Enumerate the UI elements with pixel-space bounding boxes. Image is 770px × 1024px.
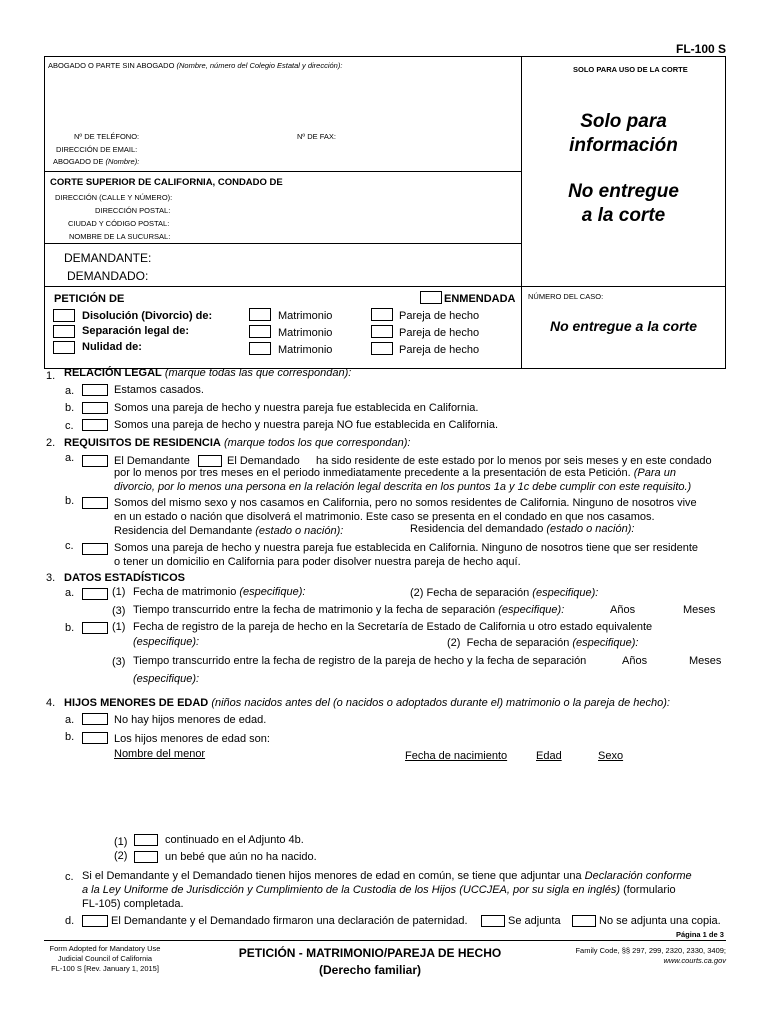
s3a-letter: a. xyxy=(65,587,75,599)
s3a2-text: (2) Fecha de separación (especifique): xyxy=(410,587,599,599)
s4d-attached-label: Se adjunta xyxy=(508,915,561,927)
petition-title: PETICIÓN DE xyxy=(54,293,125,305)
s2b-line2: en un estado o nación que disolverá el matrimonio. Este caso se presenta en el condado en que nos casamos. xyxy=(114,511,655,523)
s3b3-num: (3) xyxy=(112,656,126,668)
parties-border xyxy=(44,243,522,244)
s4b1-text: continuado en el Adjunto 4b. xyxy=(165,834,304,846)
separation-partner-label: Pareja de hecho xyxy=(399,327,480,339)
s2b-respondent-residence: Residencia del demandado (estado o nación): xyxy=(410,523,635,535)
s1-num: 1. xyxy=(46,370,56,382)
s2a-petitioner-label: El Demandante xyxy=(114,455,190,467)
s1-title: RELACIÓN LEGAL (marque todas las que correspondan): xyxy=(64,367,352,379)
col-age: Edad xyxy=(536,750,562,762)
s1b-text: Somos una pareja de hecho y nuestra pareja fue establecida en California. xyxy=(114,402,479,414)
nullity-partner-checkbox[interactable] xyxy=(371,342,393,355)
s4b-text: Los hijos menores de edad son: xyxy=(114,733,270,745)
s4a-letter: a. xyxy=(65,714,75,726)
s1b-letter: b. xyxy=(65,402,75,414)
dissolution-checkbox[interactable] xyxy=(53,309,75,322)
s1c-letter: c. xyxy=(65,420,74,432)
s4a-text: No hay hijos menores de edad. xyxy=(114,714,267,726)
s3b-checkbox[interactable] xyxy=(82,622,108,634)
street-label: DIRECCIÓN (CALLE Y NÚMERO): xyxy=(55,193,173,202)
s2b-checkbox[interactable] xyxy=(82,497,108,509)
header-left-border xyxy=(44,56,45,369)
adopted-line2: Judicial Council of California xyxy=(57,954,153,963)
s3b3-text: Tiempo transcurrido entre la fecha de registro de la pareja de hecho y la fecha de separación xyxy=(133,655,587,667)
s4b-checkbox[interactable] xyxy=(82,732,108,744)
footer-title: PETICIÓN - MATRIMONIO/PAREJA DE HECHO xyxy=(238,946,502,960)
s3-title: DATOS ESTADÍSTICOS xyxy=(64,572,186,584)
dissolution-partner-label: Pareja de hecho xyxy=(399,310,480,322)
s4c-letter: c. xyxy=(65,871,74,883)
attorney-label: ABOGADO O PARTE SIN ABOGADO (Nombre, número del Colegio Estatal y dirección): xyxy=(48,61,343,70)
s3b-months-label: Meses xyxy=(689,655,722,667)
fax-label: Nº DE FAX: xyxy=(297,132,336,141)
s2c-letter: c. xyxy=(65,540,74,552)
court-box-border xyxy=(44,171,522,172)
form-id: FL-100 S xyxy=(676,42,727,56)
s2b-letter: b. xyxy=(65,495,75,507)
s2a-line1: ha sido residente de este estado por lo menos por seis meses y en este condado xyxy=(316,455,712,467)
s2a-line3: divorcio, por lo menos una persona en la relación legal descrita en los puntos 1a y 1c debe cumplir con este requisito.) xyxy=(114,481,692,493)
case-number-label: NÚMERO DEL CASO: xyxy=(528,292,604,301)
s4d-text: El Demandante y el Demandado firmaron una declaración de paternidad. xyxy=(111,915,468,927)
info-only-line2: información xyxy=(569,135,678,156)
s2b-line1: Somos del mismo sexo y nos casamos en California, pero no somos residentes de California. Ninguno de nosotros vive xyxy=(114,497,697,509)
nullity-marriage-label: Matrimonio xyxy=(278,344,333,356)
separation-marriage-checkbox[interactable] xyxy=(249,325,271,338)
s2-num: 2. xyxy=(46,437,56,449)
s4b2-num: (2) xyxy=(114,850,128,862)
petition-border xyxy=(44,286,726,287)
s4d-checkbox[interactable] xyxy=(82,915,108,927)
s2a-respondent-checkbox[interactable] xyxy=(198,455,222,467)
branch-label: NOMBRE DE LA SUCURSAL: xyxy=(69,232,171,241)
header-right-border xyxy=(725,56,726,369)
petitioner-label: DEMANDANTE: xyxy=(64,251,152,265)
respondent-label: DEMANDADO: xyxy=(67,269,149,283)
adopted-line3: FL-100 S [Rev. January 1, 2015] xyxy=(51,964,159,973)
dissolution-partner-checkbox[interactable] xyxy=(371,308,393,321)
s2-title: REQUISITOS DE RESIDENCIA (marque todos los que correspondan): xyxy=(64,437,411,449)
s3a-checkbox[interactable] xyxy=(82,588,108,600)
amended-label: ENMENDADA xyxy=(444,293,516,305)
s2a-petitioner-checkbox[interactable] xyxy=(82,455,108,467)
s3a1-text: Fecha de matrimonio (especifique): xyxy=(133,586,306,598)
page-number: Página 1 de 3 xyxy=(676,930,724,939)
adopted-line1: Form Adopted for Mandatory Use xyxy=(49,944,161,953)
s4b2-checkbox[interactable] xyxy=(134,851,158,863)
s4b1-checkbox[interactable] xyxy=(134,834,158,846)
footer-rule xyxy=(44,940,726,941)
no-file-line2: a la corte xyxy=(581,205,666,226)
s4-title: HIJOS MENORES DE EDAD (niños nacidos antes del (o nacidos o adoptados durante el) matrimonio o la pareja de hecho): xyxy=(64,697,670,709)
s3b1-num: (1) xyxy=(112,621,126,633)
city-zip-label: CIUDAD Y CÓDIGO POSTAL: xyxy=(68,219,170,228)
dissolution-marriage-checkbox[interactable] xyxy=(249,308,271,321)
s2c-line2: o tener un domicilio en California para poder disolver nuestra pareja de hecho aquí. xyxy=(114,556,521,568)
header-top-border xyxy=(44,56,726,57)
s3a3-text: Tiempo transcurrido entre la fecha de matrimonio y la fecha de separación (especifique): xyxy=(133,604,565,616)
court-title: CORTE SUPERIOR DE CALIFORNIA, CONDADO DE xyxy=(50,177,283,188)
s2a-line2: por lo menos por tres meses en el periodo inmediatamente precedente a la presentación de esta Petición. (Para un xyxy=(114,467,676,479)
nullity-label: Nulidad de: xyxy=(82,341,142,353)
s1a-letter: a. xyxy=(65,385,75,397)
s4d-not-attached-checkbox[interactable] xyxy=(572,915,596,927)
case-no-file: No entregue a la corte xyxy=(549,318,698,334)
s4b1-num: (1) xyxy=(114,836,128,848)
col-sex: Sexo xyxy=(598,750,624,762)
s2c-checkbox[interactable] xyxy=(82,543,108,555)
dissolution-label: Disolución (Divorcio) de: xyxy=(82,310,213,322)
s4d-not-attached-label: No se adjunta una copia. xyxy=(599,915,721,927)
email-label: DIRECCIÓN DE EMAIL: xyxy=(56,145,138,154)
footer-subtitle: (Derecho familiar) xyxy=(318,963,422,977)
s4a-checkbox[interactable] xyxy=(82,713,108,725)
s3a1-num: (1) xyxy=(112,586,126,598)
s3b-years-label: Años xyxy=(622,655,648,667)
s3b1-line1: Fecha de registro de la pareja de hecho en la Secretaría de Estado de California u otro estado equivalente xyxy=(133,621,653,633)
separation-checkbox[interactable] xyxy=(53,325,75,338)
s4d-attached-checkbox[interactable] xyxy=(481,915,505,927)
s3b-letter: b. xyxy=(65,622,75,634)
s4b-letter: b. xyxy=(65,731,75,743)
s3b2-text: (2) Fecha de separación (especifique): xyxy=(447,637,639,649)
info-only-line1: Solo para xyxy=(580,111,667,132)
nullity-marriage-checkbox[interactable] xyxy=(249,342,271,355)
s3-num: 3. xyxy=(46,572,56,584)
s2c-line1: Somos una pareja de hecho y nuestra pareja fue establecida en California. Ninguno de nosotros tiene que ser residente xyxy=(114,542,698,554)
separation-partner-checkbox[interactable] xyxy=(371,325,393,338)
s1c-text: Somos una pareja de hecho y nuestra pareja NO fue establecida en California. xyxy=(114,419,499,431)
s4c-line3: FL-105) completada. xyxy=(82,898,184,910)
amended-checkbox[interactable] xyxy=(420,291,442,304)
no-file-line1: No entregue xyxy=(568,181,679,202)
s1b-checkbox[interactable] xyxy=(82,402,108,414)
court-use-label: SOLO PARA USO DE LA CORTE xyxy=(573,65,688,74)
nullity-checkbox[interactable] xyxy=(53,341,75,354)
mailing-label: DIRECCIÓN POSTAL: xyxy=(95,206,171,215)
s1a-checkbox[interactable] xyxy=(82,384,108,396)
family-code: Family Code, §§ 297, 299, 2320, 2330, 3409; xyxy=(575,946,726,955)
s2b-petitioner-residence: Residencia del Demandante (estado o nación): xyxy=(114,525,344,537)
s2a-letter: a. xyxy=(65,452,75,464)
s1c-checkbox[interactable] xyxy=(82,419,108,431)
separation-label: Separación legal de: xyxy=(82,325,189,337)
s3a-months-label: Meses xyxy=(683,604,716,616)
attorney-for-label: ABOGADO DE (Nombre): xyxy=(53,157,140,166)
s2a-respondent-label: El Demandado xyxy=(227,455,300,467)
nullity-partner-label: Pareja de hecho xyxy=(399,344,480,356)
dissolution-marriage-label: Matrimonio xyxy=(278,310,333,322)
col-child-name: Nombre del menor xyxy=(114,748,206,760)
s3a-years-label: Años xyxy=(610,604,636,616)
col-birthdate: Fecha de nacimiento xyxy=(405,750,508,762)
courts-url[interactable]: www.courts.ca.gov xyxy=(663,956,726,965)
s3b1-hint: (especifique): xyxy=(133,636,200,648)
s3b3-hint: (especifique): xyxy=(133,673,200,685)
s1a-text: Estamos casados. xyxy=(114,384,204,396)
s4b2-text: un bebé que aún no ha nacido. xyxy=(165,851,317,863)
s4-num: 4. xyxy=(46,697,56,709)
s4c-line1: Si el Demandante y el Demandado tienen hijos menores de edad en común, se tiene que adjuntar una Declaración conforme xyxy=(82,870,692,882)
s4d-letter: d. xyxy=(65,915,75,927)
s3a3-num: (3) xyxy=(112,605,126,617)
phone-label: Nº DE TELÉFONO: xyxy=(74,132,140,141)
separation-marriage-label: Matrimonio xyxy=(278,327,333,339)
s4c-line2: a la Ley Uniforme de Jurisdicción y Cumplimiento de la Custodia de los Hijos (UCCJEA, por su sigla en inglés) (formulario xyxy=(82,884,676,896)
